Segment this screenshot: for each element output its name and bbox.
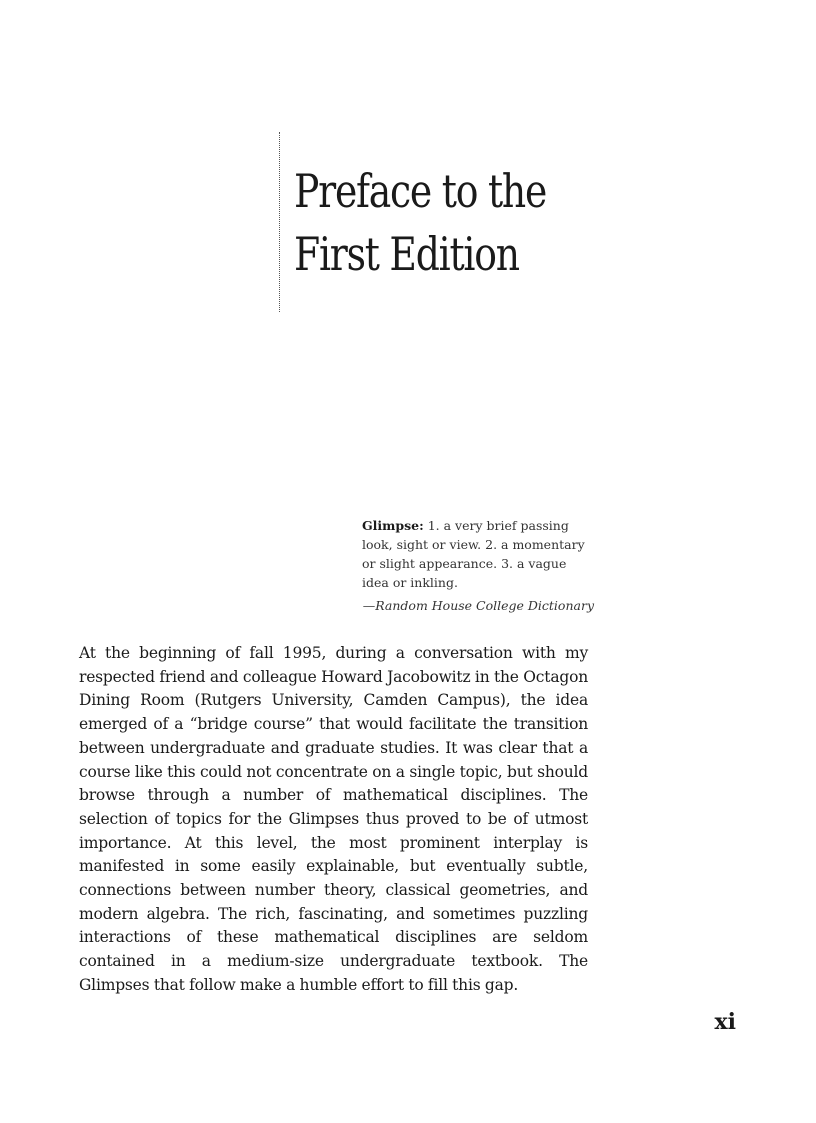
chapter-title-line-1: Preface to the: [294, 164, 547, 218]
page-number: xi: [714, 1009, 736, 1035]
title-dotted-rule: [279, 132, 280, 312]
epigraph-definition: 1. a very brief passing look, sight or view. 2. a momentary or slight appearance. 3. a vague idea or inkling.: [362, 518, 585, 590]
epigraph: [362, 516, 594, 615]
epigraph-source: —Random House College Dictionary: [362, 598, 594, 613]
chapter-title: [294, 160, 638, 286]
epigraph-term: Glimpse:: [362, 518, 424, 533]
chapter-title-line-2: First Edition: [294, 227, 519, 281]
body-paragraph: At the beginning of fall 1995, during a conversation with my respected friend and colleague Howard Jacobowitz in the Octagon Dining Room (Rutgers University, Camden Campus), the idea emerged of a “bridge course” that would facilitate the transition between undergraduate and graduate studies. It was clear that a course like this could not concentrate on a single topic, but should browse through a number of mathematical disciplines. The selection of topics for the Glimpses thus proved to be of utmost importance. At this level, the most prominent interplay is manifested in some easily explainable, but eventually subtle, connections between number theory, classical geometries, and modern algebra. The rich, fascinating, and sometimes puzzling interactions of these mathematical disciplines are seldom contained in a medium-size undergraduate textbook. The Glimpses that follow make a humble effort to fill this gap.: [79, 644, 588, 994]
epigraph-definition-block: [362, 516, 594, 592]
